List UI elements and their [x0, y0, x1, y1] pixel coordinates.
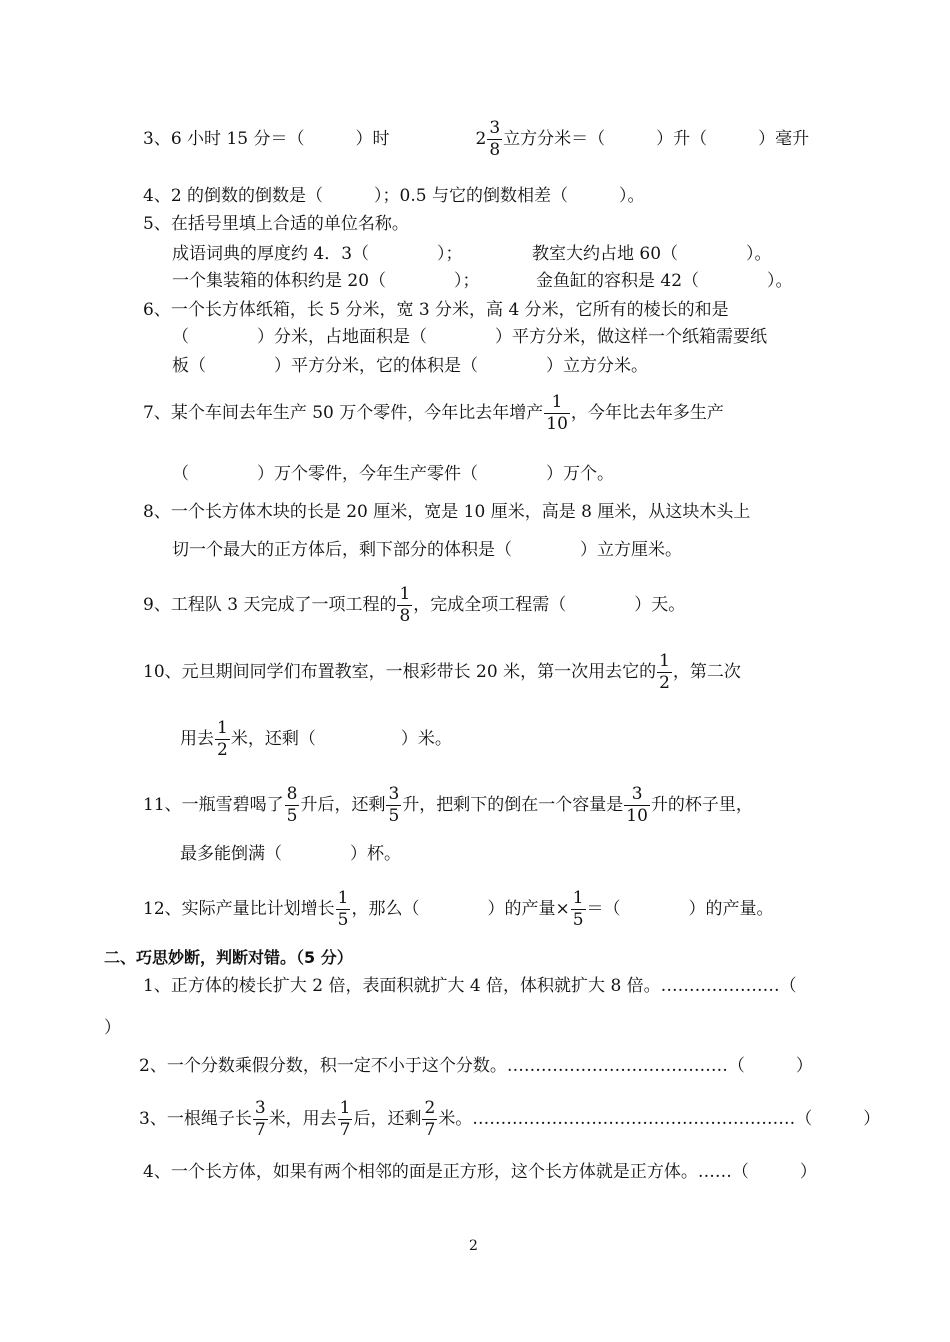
question-3-part1: 3、6 小时 15 分＝（ ）时 — [143, 129, 390, 149]
fraction: $\frac{1}{8}$ — [399, 584, 411, 626]
question-10-line-1: 10、元旦期间同学们布置教室，一根彩带长 20 米，第一次用去它的 $\frac{1}{2}$ ，第二次 — [143, 651, 741, 693]
question-4: 4、2 的倒数的倒数是（ ）；0.5 与它的倒数相差（ ）。 — [143, 186, 645, 206]
question-3 — [143, 120, 809, 159]
question-5-item-a: 成语词典的厚度约 4．3（ ）； — [172, 244, 463, 264]
mixed-number-whole: 2 — [475, 129, 487, 149]
section-2-heading: 二、巧思妙断，判断对错。（5 分） — [104, 948, 353, 967]
question-7-line-2: （ ）万个零件，今年生产零件（ ）万个。 — [172, 464, 614, 484]
question-10-line-2: 用去 $\frac{1}{2}$ 米，还剩（ ）米。 — [180, 718, 452, 760]
fraction: $\frac{1}{2}$ — [659, 651, 670, 693]
question-9: 9、工程队 3 天完成了一项工程的 $\frac{1}{8}$ ，完成全项工程需（ ）天。 — [143, 584, 686, 626]
fraction: $\frac{3}{10}$ — [626, 784, 648, 826]
fraction: $\frac{1}{5}$ — [337, 888, 349, 930]
fraction: $\frac{2}{7}$ — [424, 1098, 436, 1140]
judgement-1-close: ） — [104, 1018, 121, 1038]
question-5-item-b: 教室大约占地 60（ ）。 — [532, 244, 772, 264]
fraction: $\frac{1}{5}$ — [572, 888, 584, 930]
question-3-part2: 立方分米＝（ ）升（ ）毫升 — [503, 129, 810, 149]
question-8-line-1: 8、一个长方体木块的长是 20 厘米，宽是 10 厘米，高是 8 厘米，从这块木头上 — [143, 502, 751, 522]
question-5-item-d: 金鱼缸的容积是 42（ ）。 — [536, 271, 793, 291]
page-number: 2 — [469, 1238, 478, 1254]
question-8-line-2: 切一个最大的正方体后，剩下部分的体积是（ ）立方厘米。 — [172, 540, 682, 560]
fraction: $\frac{3}{7}$ — [254, 1098, 266, 1140]
fraction: $\frac{3}{8}$ — [489, 118, 501, 160]
question-6-line-3: 板（ ）平方分米，它的体积是（ ）立方分米。 — [172, 356, 648, 376]
fraction: $\frac{1}{10}$ — [546, 392, 568, 434]
judgement-2: 2、一个分数乘假分数，积一定不小于这个分数。…………………………………（ ） — [139, 1056, 813, 1076]
question-11-line-2: 最多能倒满（ ）杯。 — [180, 844, 401, 864]
fraction: $\frac{1}{2}$ — [217, 718, 228, 760]
judgement-4: 4、一个长方体，如果有两个相邻的面是正方形，这个长方体就是正方体。……（ ） — [143, 1162, 817, 1182]
question-6-line-2: （ ）分米，占地面积是（ ）平方分米，做这样一个纸箱需要纸 — [172, 327, 767, 347]
question-5-item-c: 一个集装箱的体积约是 20（ ）； — [172, 271, 480, 291]
question-12: 12、实际产量比计划增长 $\frac{1}{5}$ ，那么（ ）的产量× $\frac{1}{5}$ ＝（ ）的产量。 — [143, 888, 774, 930]
judgement-1: 1、正方体的棱长扩大 2 倍，表面积就扩大 4 倍，体积就扩大 8 倍。…………………（ — [143, 976, 797, 996]
judgement-3: 3、一根绳子长 $\frac{3}{7}$ 米，用去 $\frac{1}{7}$ 后，还剩 $\frac{2}{7}$ 米。…………………………………………………（ ） — [139, 1098, 881, 1140]
question-7-line-1: 7、某个车间去年生产 50 万个零件，今年比去年增产 $\frac{1}{10}$ ，今年比去年多生产 — [143, 392, 724, 434]
question-6-line-1: 6、一个长方体纸箱，长 5 分米，宽 3 分米，高 4 分米，它所有的棱长的和是 — [143, 300, 729, 320]
question-5-stem: 5、在括号里填上合适的单位名称。 — [143, 214, 409, 234]
fraction: $\frac{3}{5}$ — [388, 784, 400, 826]
fraction: $\frac{8}{5}$ — [286, 784, 298, 826]
fraction: $\frac{1}{7}$ — [339, 1098, 351, 1140]
question-11-line-1: 11、一瓶雪碧喝了 $\frac{8}{5}$ 升后，还剩 $\frac{3}{5}$ 升，把剩下的倒在一个容量是 $\frac{3}{10}$ 升的杯子里， — [143, 784, 753, 826]
